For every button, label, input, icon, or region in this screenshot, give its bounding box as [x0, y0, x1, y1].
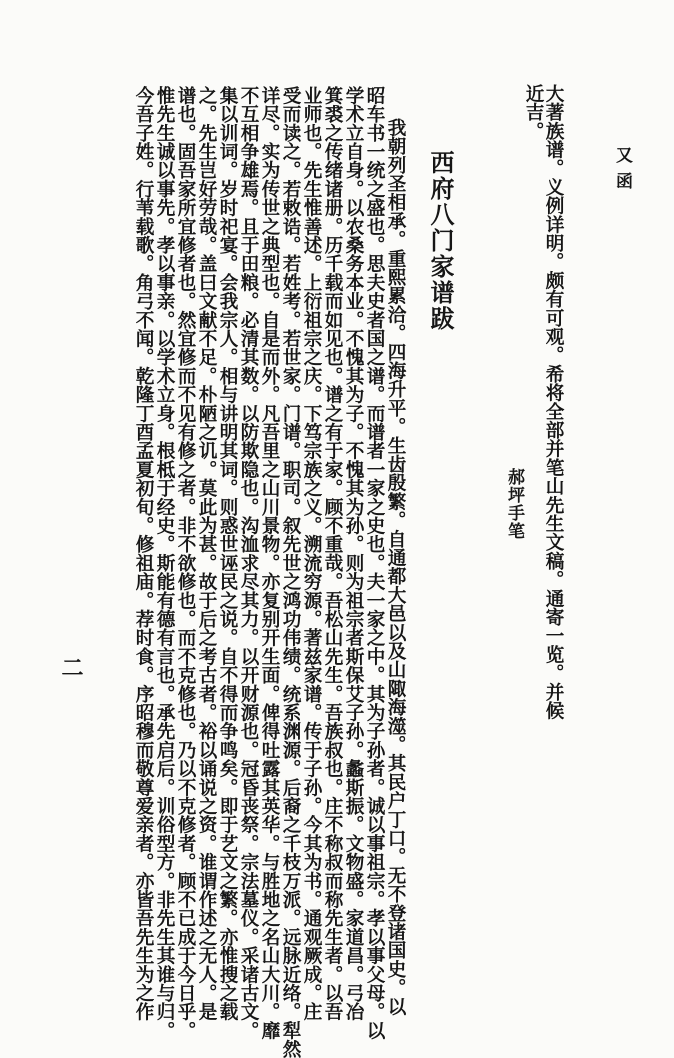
section-title: 西府八门家谱跋 — [426, 150, 455, 332]
text-line-10: 之。先生岂好劳哉。盖曰文献不足。朴陋之讥。莫此为甚。故于后之考古者。裕以诵说之资。谁谓作述之无人。是 — [196, 86, 217, 1021]
header-label: 又函 — [612, 146, 632, 198]
text-line-11: 谱也。固吾家所宜修者也。然宜修而不见有修之者。非不欲修也。而不克修也。乃以不克修者。顾不已成于今日乎。 — [175, 86, 196, 1040]
text-line-3: 学术立自身。以农桑务本业。不愧其为子。不愧其为孙。则为祖宗者斯保艾子孙。蠡斯振。文物盛。家道昌。弓冶 — [343, 86, 364, 1021]
text-line-2: 昭车书一统之盛也。思夫史者国之谱。而谱者一家之史也。夫一家之中。其为子孙者。诚以事祖宗。孝以事父母。以 — [364, 86, 385, 1040]
text-line-12: 惟先生诚以事先。孝以事亲。以学术立身。根柢于经史。斯能有德有言也。承先启后。训俗型方。非先生其谁与归。 — [154, 86, 175, 1040]
page-number: 二 — [58, 656, 84, 679]
text-line-13: 今吾子姓。行苇载歌。角弓不闻。乾隆丁酉孟夏初旬。修祖庙。荐时食。序昭穆而敬尊爱亲者。亦皆吾先生为之作 — [133, 86, 154, 1021]
letter-line-1: 大著族谱。义例详明。颇有可观。希将全部并笔山先生文稿。通寄一览。并候 — [543, 84, 564, 720]
text-line-4: 箕裘之传绪诸册。历千载而如见也。谱之有于家。顾不重哉。吾松山先生。吾族叔也。庄不称叔而称先生者。以吾 — [322, 86, 343, 1021]
text-line-1: 我朝列圣相承。重熙累洽。四海升平。生齿殷繁。自通都大邑以及山陬海澨。其民户丁口。无不登诸国史。以 — [385, 118, 406, 1016]
letter-line-2: 近吉。 — [523, 84, 544, 141]
text-line-7: 详尽。实为传世之典型也。自是而外。凡吾里之山川景物。亦复别开生面。俾得吐露其英华。与胜地之名山大川。靡 — [259, 86, 280, 1040]
letter-signature: 郝坪手笔 — [504, 468, 524, 540]
text-line-9: 集以训词。岁时祀宴。会我宗人。相与讲明其词。则惑世诬民之说。自不得而争鸣矣。即于艺文之繁。亦惟搜之载 — [217, 86, 238, 1021]
text-line-6: 受而读之。若敕诰。若姓考。若世家。门谱。职司。叙先世之鸿功伟绩。统系渊源。后裔之千枝万派。远脉近络。犁然 — [280, 86, 301, 1058]
text-line-8: 不互相争雄焉。且于田粮。必清其数。以防欺隐也。沟洫求尽其力。以开财源也。冠昏丧祭。宗法墓仪。采诸古文。 — [238, 86, 259, 1040]
text-line-5: 业师也。先生惟善述。上衍祖宗之庆。下笃宗族之义。溯流穷源。著兹家谱。传于子孙。今其为书。通观厥成。庄 — [301, 86, 322, 1021]
